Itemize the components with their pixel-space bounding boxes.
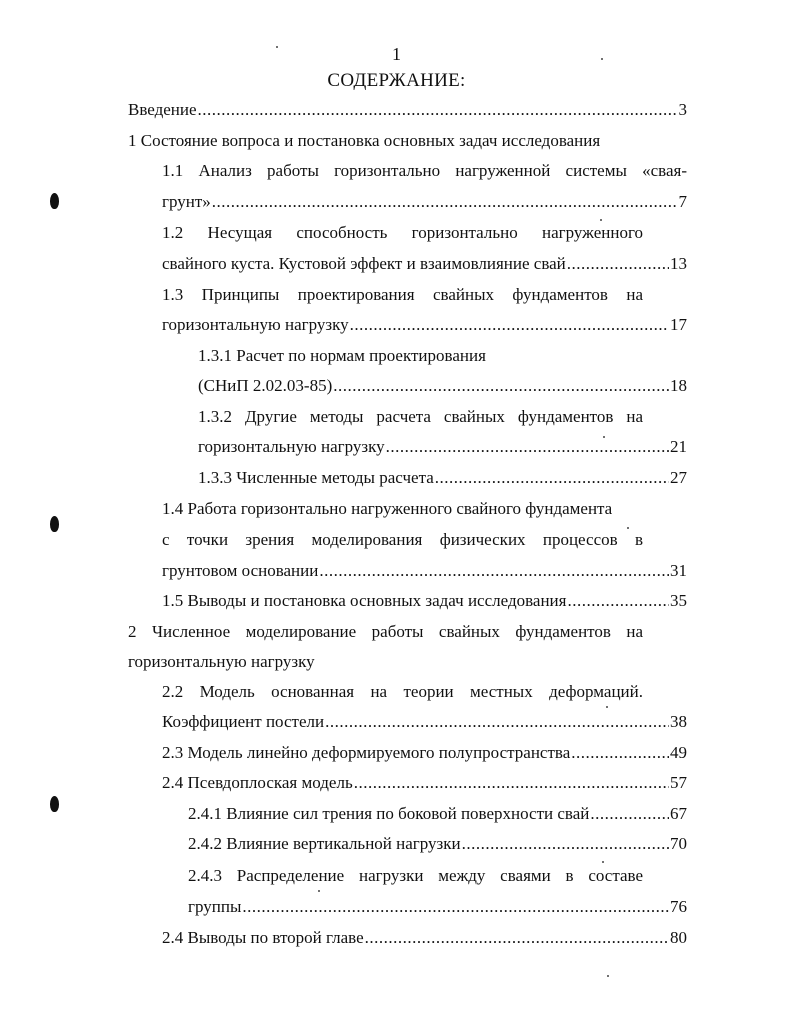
leader-dots: [462, 832, 669, 856]
scan-speck: [276, 46, 278, 48]
toc-entry-text: 2.4.2 Влияние вертикальной нагрузки: [188, 834, 461, 853]
leader-dots: [365, 926, 669, 950]
leader-dots: [350, 313, 669, 337]
toc-page-number: 76: [670, 897, 687, 916]
toc-page-number: 17: [670, 315, 687, 334]
toc-entry-text: 1.1 Анализ работы горизонтально нагруженной системы «свая-: [162, 161, 687, 180]
toc-entry-1-1-line1[interactable]: [162, 159, 687, 183]
toc-entry-text: горизонтальную нагрузку: [162, 315, 349, 334]
toc-entry-1-4-line1[interactable]: [162, 497, 612, 521]
scan-speck: [606, 706, 608, 708]
scan-speck: [600, 219, 602, 221]
toc-entry-text: группы: [188, 897, 242, 916]
toc-entry-text: 2.4.1 Влияние сил трения по боковой поверхности свай: [188, 804, 590, 823]
leader-dots: [435, 466, 669, 490]
toc-entry-1-1-line2[interactable]: [162, 190, 687, 214]
binding-hole-mark: [50, 516, 59, 532]
toc-entry-2-2-line2[interactable]: [162, 710, 687, 734]
toc-entry-text: горизонтальную нагрузку: [198, 437, 385, 456]
leader-dots: [590, 802, 669, 826]
toc-page-number: 7: [678, 192, 687, 211]
toc-entry-1-3-line1[interactable]: [162, 283, 643, 307]
toc-entry-1-3-2-line1[interactable]: [198, 405, 643, 429]
toc-page-number: 80: [670, 928, 687, 947]
scan-speck: [318, 890, 320, 892]
toc-entry-2-4-2[interactable]: [188, 832, 687, 856]
toc-entry-2-2-line1[interactable]: [162, 680, 643, 704]
leader-dots: [567, 589, 669, 613]
toc-entry-1-5[interactable]: [162, 589, 687, 613]
toc-entry-1-3-1-line1[interactable]: [198, 344, 486, 368]
toc-chapter-2-line1[interactable]: [128, 620, 643, 644]
toc-page-number: 31: [670, 561, 687, 580]
leader-dots: [325, 710, 669, 734]
toc-entry-text: 1.3.3 Численные методы расчета: [198, 468, 434, 487]
toc-entry-2-4-3-line2[interactable]: [188, 895, 687, 919]
toc-entry-text: 1.5 Выводы и постановка основных задач исследования: [162, 591, 567, 610]
toc-entry-1-3-1-line2[interactable]: [198, 374, 687, 398]
toc-entry-text: грунтовом основании: [162, 561, 319, 580]
leader-dots: [319, 559, 669, 583]
toc-chapter-2-line2[interactable]: [128, 650, 315, 674]
toc-entry-1-4-line2[interactable]: [162, 528, 643, 552]
toc-entry-1-3-3[interactable]: [198, 466, 687, 490]
leader-dots: [242, 895, 669, 919]
toc-entry-text: 1.3 Принципы проектирования свайных фундаментов на: [162, 285, 643, 304]
toc-entry-text: 1.4 Работа горизонтально нагруженного свайного фундамента: [162, 499, 613, 518]
toc-entry-intro[interactable]: [128, 98, 687, 122]
binding-hole-mark: [50, 796, 59, 812]
toc-page-number: 67: [670, 804, 687, 823]
toc-entry-text: Коэффициент постели: [162, 712, 325, 731]
toc-entry-text: 1.2 Несущая способность горизонтально нагруженного: [162, 223, 643, 242]
toc-entry-1-4-line3[interactable]: [162, 559, 687, 583]
scan-speck: [603, 436, 605, 438]
toc-page-number: 49: [670, 743, 687, 762]
toc-entry-text: (СНиП 2.02.03-85): [198, 376, 333, 395]
leader-dots: [198, 98, 678, 122]
toc-entry-2-3[interactable]: [162, 741, 687, 765]
toc-entry-2-4-conclusions[interactable]: [162, 926, 687, 950]
toc-entry-text: 1.3.1 Расчет по нормам проектирования: [198, 346, 486, 365]
toc-entry-2-4-1[interactable]: [188, 802, 687, 826]
toc-entry-1-2-line1[interactable]: [162, 221, 643, 245]
toc-entry-text: 2.3 Модель линейно деформируемого полупространства: [162, 743, 571, 762]
toc-entry-text: грунт»: [162, 192, 211, 211]
scan-speck: [601, 58, 603, 60]
toc-entry-text: 2.2 Модель основанная на теории местных деформаций.: [162, 682, 643, 701]
toc-entry-1-3-2-line2[interactable]: [198, 435, 687, 459]
page-title: СОДЕРЖАНИЕ:: [327, 70, 466, 91]
toc-entry-text: 1.3.2 Другие методы расчета свайных фундаментов на: [198, 407, 643, 426]
toc-page-number: 70: [670, 834, 687, 853]
toc-entry-2-4[interactable]: [162, 771, 687, 795]
toc-entry-1-3-line2[interactable]: [162, 313, 687, 337]
toc-page-number: 35: [670, 591, 687, 610]
toc-page-number: 3: [678, 100, 687, 119]
leader-dots: [386, 435, 669, 459]
toc-entry-1-2-line2[interactable]: [162, 252, 687, 276]
toc-page-number: 18: [670, 376, 687, 395]
leader-dots: [567, 252, 669, 276]
leader-dots: [571, 741, 669, 765]
scan-speck: [627, 527, 629, 529]
toc-page-number: 21: [670, 437, 687, 456]
toc-entry-text: 2 Численное моделирование работы свайных фундаментов на: [128, 622, 643, 641]
toc-page-number: 57: [670, 773, 687, 792]
toc-entry-text: горизонтальную нагрузку: [128, 652, 315, 671]
toc-entry-text: 2.4 Выводы по второй главе: [162, 928, 364, 947]
page-number: 1: [392, 44, 401, 64]
toc-entry-text: Введение: [128, 100, 197, 119]
scan-speck: [607, 975, 609, 977]
toc-entry-text: 2.4.3 Распределение нагрузки между сваями в составе: [188, 866, 643, 885]
toc-entry-text: свайного куста. Кустовой эффект и взаимовлияние свай: [162, 254, 566, 273]
scan-speck: [602, 861, 604, 863]
leader-dots: [212, 190, 678, 214]
toc-page-number: 13: [670, 254, 687, 273]
binding-hole-mark: [50, 193, 59, 209]
toc-chapter-1[interactable]: [128, 129, 600, 153]
toc-entry-text: с точки зрения моделирования физических процессов в: [162, 530, 643, 549]
toc-page-number: 27: [670, 468, 687, 487]
toc-entry-text: 2.4 Псевдоплоская модель: [162, 773, 353, 792]
toc-entry-text: 1 Состояние вопроса и постановка основных задач исследования: [128, 131, 601, 150]
leader-dots: [333, 374, 669, 398]
toc-entry-2-4-3-line1[interactable]: [188, 864, 643, 888]
leader-dots: [354, 771, 669, 795]
toc-page-number: 38: [670, 712, 687, 731]
